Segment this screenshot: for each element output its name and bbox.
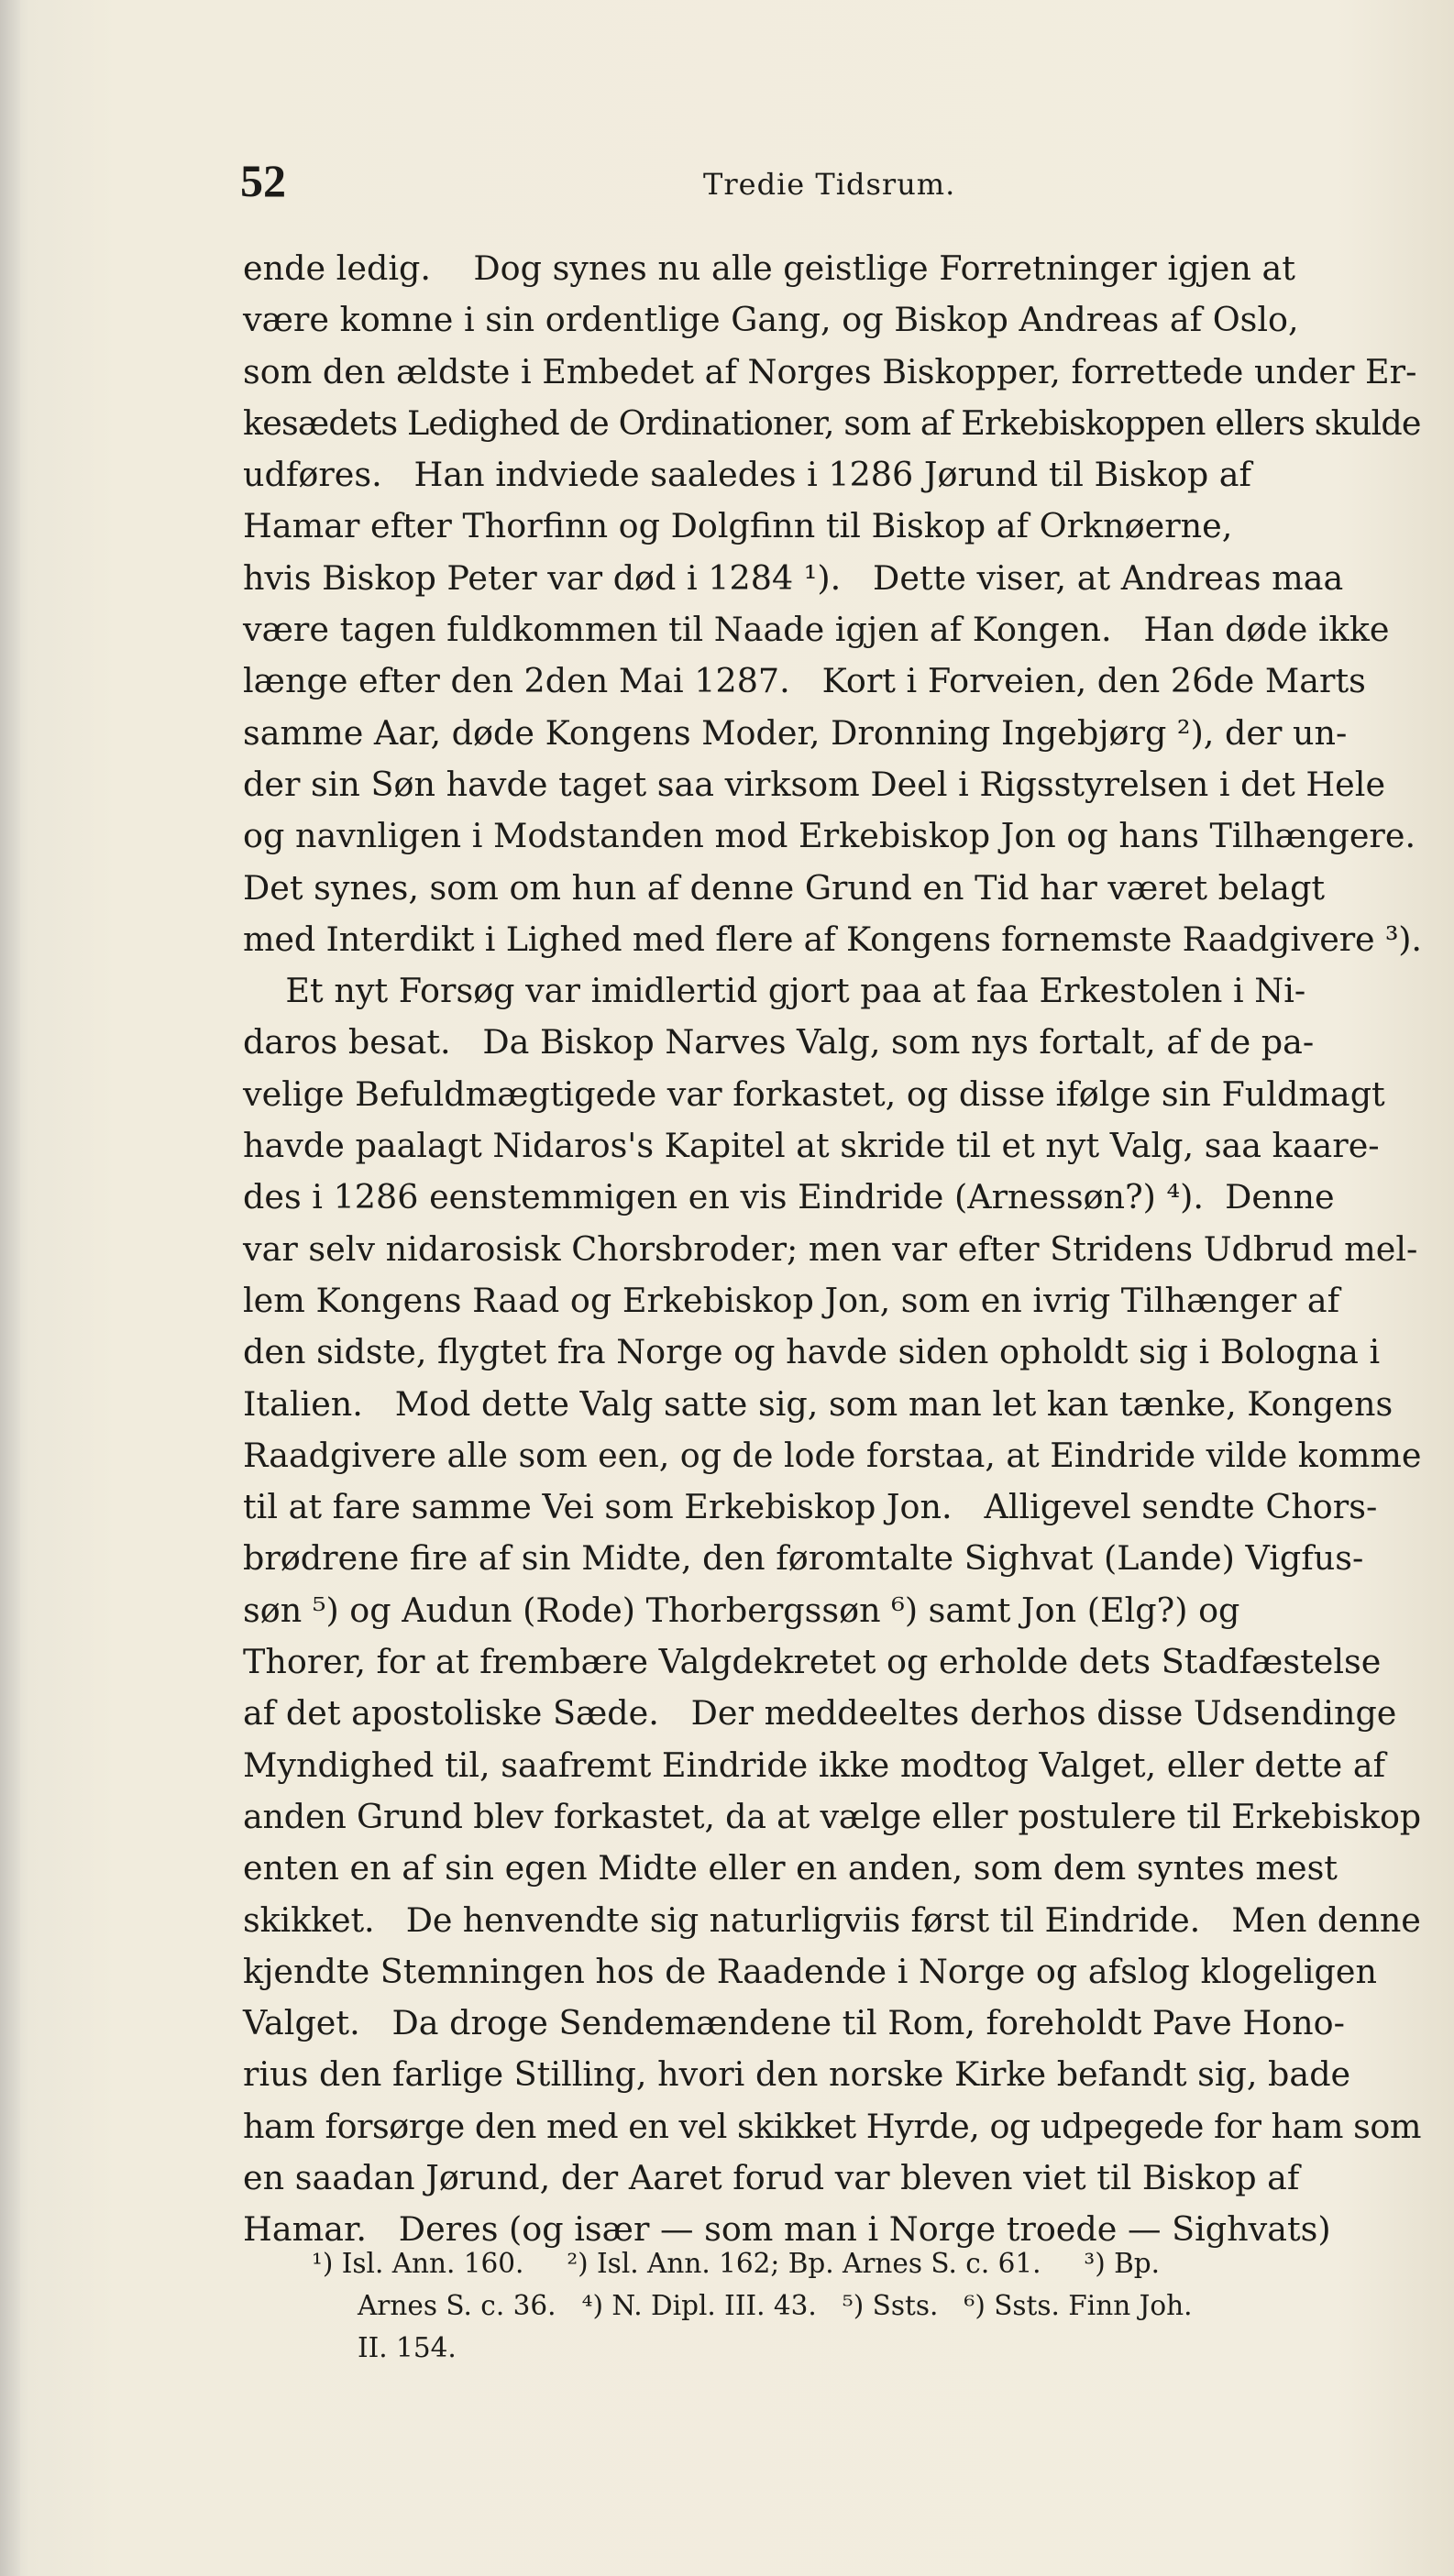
text-line: med Interdikt i Lighed med flere af Kongens fornemste Raadgivere ³).	[243, 919, 1422, 959]
text-line: Hamar. Deres (og især — som man i Norge troede — Sighvats)	[243, 2209, 1331, 2250]
text-line: hvis Biskop Peter var død i 1284 ¹). Dette viser, at Andreas maa	[243, 557, 1344, 598]
text-line: være komne i sin ordentlige Gang, og Biskop Andreas af Oslo,	[243, 300, 1299, 340]
text-line: des i 1286 eenstemmigen en vis Eindride (Arnessøn?) ⁴). Denne	[243, 1177, 1335, 1217]
text-line: havde paalagt Nidaros's Kapitel at skride til et nyt Valg, saa kaare-	[243, 1126, 1380, 1166]
text-line: Hamar efter Thorfinn og Dolgfinn til Biskop af Orknøerne,	[243, 506, 1233, 546]
text-line: Thorer, for at frembære Valgdekretet og erholde dets Stadfæstelse	[243, 1642, 1382, 1682]
text-line: kesædets Ledighed de Ordinationer, som af Erkebiskoppen ellers skulde	[243, 402, 1421, 443]
text-line: Myndighed til, saafremt Eindride ikke modtog Valget, eller dette af	[243, 1745, 1386, 1785]
body-text	[243, 243, 1421, 2256]
text-line: til at fare samme Vei som Erkebiskop Jon. Alligevel sendte Chors-	[243, 1487, 1378, 1527]
text-line: kjendte Stemningen hos de Raadende i Norge og afslog klogeligen	[243, 1951, 1378, 1991]
page-number: 52	[240, 155, 286, 206]
text-line: der sin Søn havde taget saa virksom Deel i Rigsstyrelsen i det Hele	[243, 764, 1386, 804]
footnote-line: Arnes S. c. 36. ⁴) N. Dipl. III. 43. ⁵) Ssts. ⁶) Ssts. Finn Joh.	[358, 2290, 1193, 2321]
text-line: var selv nidarosisk Chorsbroder; men var efter Stridens Udbrud mel-	[243, 1228, 1418, 1269]
text-line: anden Grund blev forkastet, da at vælge eller postulere til Erkebiskop	[243, 1796, 1421, 1836]
text-line: ham forsørge den med en vel skikket Hyrde, og udpegede for ham som	[243, 2106, 1421, 2146]
text-line: være tagen fuldkommen til Naade igjen af Kongen. Han døde ikke	[243, 610, 1390, 650]
running-head: Tredie Tidsrum.	[703, 167, 956, 202]
page-header	[240, 154, 1423, 209]
text-line: Italien. Mod dette Valg satte sig, som man let kan tænke, Kongens	[243, 1383, 1393, 1424]
text-line: ende ledig. Dog synes nu alle geistlige Forretninger igjen at	[243, 248, 1295, 288]
text-line: Valget. Da droge Sendemændene til Rom, foreholdt Pave Hono-	[243, 2003, 1345, 2043]
text-line: søn ⁵) og Audun (Rode) Thorbergssøn ⁶) samt Jon (Elg?) og	[243, 1590, 1240, 1630]
text-line: rius den farlige Stilling, hvori den norske Kirke befandt sig, bade	[243, 2054, 1351, 2095]
text-line: skikket. De henvendte sig naturligviis først til Eindride. Men denne	[243, 1899, 1421, 1940]
text-line: Det synes, som om hun af denne Grund en Tid har været belagt	[243, 867, 1326, 908]
text-line: samme Aar, døde Kongens Moder, Dronning Ingebjørg ²), der un-	[243, 712, 1348, 753]
footnote-line: II. 154.	[358, 2332, 457, 2363]
text-line: Et nyt Forsøg var imidlertid gjort paa at faa Erkestolen i Ni-	[243, 971, 1306, 1011]
text-line: af det apostoliske Sæde. Der meddeeltes derhos disse Udsendinge	[243, 1693, 1397, 1734]
text-line: som den ældste i Embedet af Norges Biskopper, forrettede under Er-	[243, 351, 1417, 391]
text-line: enten en af sin egen Midte eller en anden, som dem syntes mest	[243, 1848, 1338, 1888]
text-line: en saadan Jørund, der Aaret forud var bleven viet til Biskop af	[243, 2157, 1300, 2197]
text-line: velige Befuldmægtigede var forkastet, og disse ifølge sin Fuldmagt	[243, 1073, 1385, 1114]
text-line: udføres. Han indviede saaledes i 1286 Jørund til Biskop af	[243, 455, 1252, 495]
text-line: den sidste, flygtet fra Norge og havde siden opholdt sig i Bologna i	[243, 1332, 1381, 1372]
text-line: og navnligen i Modstanden mod Erkebiskop Jon og hans Tilhængere.	[243, 816, 1416, 856]
text-line: længe efter den 2den Mai 1287. Kort i Forveien, den 26de Marts	[243, 661, 1366, 701]
footnotes	[312, 2242, 1412, 2369]
footnote-line: ¹) Isl. Ann. 160. ²) Isl. Ann. 162; Bp. Arnes S. c. 61. ³) Bp.	[312, 2248, 1161, 2279]
text-line: Raadgivere alle som een, og de lode forstaa, at Eindride vilde komme	[243, 1435, 1422, 1475]
page-binding-edge	[0, 0, 20, 2576]
text-line: brødrene fire af sin Midte, den føromtalte Sighvat (Lande) Vigfus-	[243, 1538, 1364, 1579]
text-line: daros besat. Da Biskop Narves Valg, som nys fortalt, af de pa-	[243, 1022, 1315, 1062]
text-line: lem Kongens Raad og Erkebiskop Jon, som en ivrig Tilhænger af	[243, 1280, 1340, 1320]
